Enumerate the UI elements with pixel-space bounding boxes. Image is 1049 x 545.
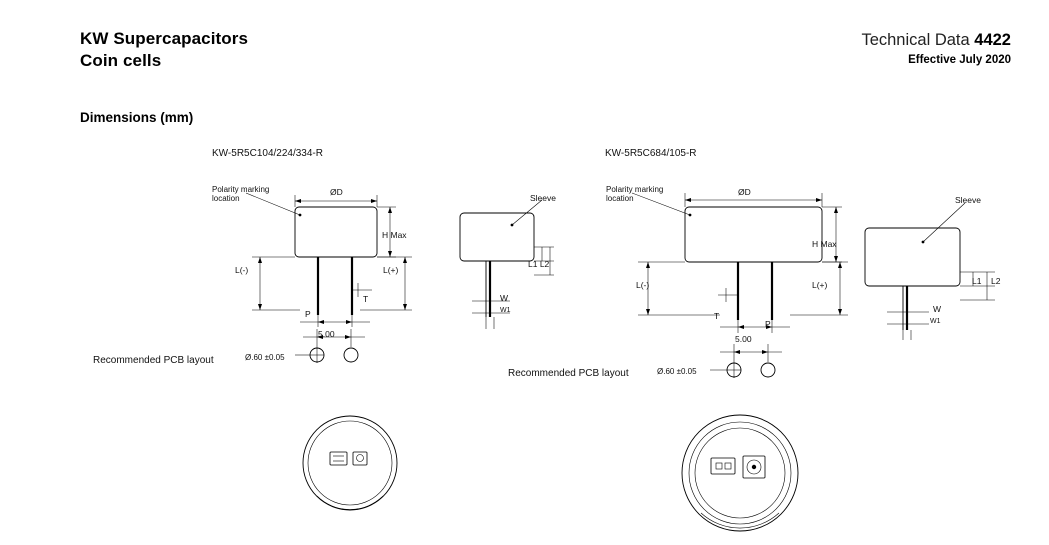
- right-height-label: H Max: [812, 239, 837, 249]
- left-l1l2-label: L1 L2: [528, 259, 550, 269]
- technical-data-label: Technical Data: [861, 31, 970, 49]
- right-lead-minus-label: L(-): [636, 280, 650, 290]
- left-lead-plus-label: L(+): [383, 265, 399, 275]
- left-pcb-pitch-label: 5.00: [318, 329, 335, 339]
- technical-data-number: 4422: [974, 31, 1011, 49]
- left-lead-minus-label: L(-): [235, 265, 249, 275]
- left-part-number: KW-5R5C104/224/334-R: [212, 148, 323, 159]
- left-diameter-label: ØD: [330, 187, 343, 197]
- right-l2-label: L2: [991, 276, 1001, 286]
- left-pcb-layout-label: Recommended PCB layout: [93, 355, 214, 366]
- left-top-view-drawing: [295, 408, 405, 518]
- technical-data: [861, 30, 1011, 50]
- left-w-label: W: [500, 293, 509, 303]
- page-title-line1: KW Supercapacitors: [80, 29, 249, 48]
- right-top-view-drawing: [675, 408, 805, 538]
- right-lead-plus-label: L(+): [812, 280, 828, 290]
- left-pitch-label: P: [305, 309, 311, 319]
- right-sleeve-label: Sleeve: [955, 195, 981, 205]
- left-pcb-layout-drawing: [295, 325, 405, 370]
- right-polarity-label-line2: location: [606, 194, 634, 203]
- left-side-view-drawing: [450, 195, 580, 335]
- effective-date: Effective July 2020: [908, 54, 1011, 66]
- left-w1-label: W1: [500, 307, 511, 314]
- right-pcb-pitch-label: 5.00: [735, 334, 752, 344]
- left-height-label: H Max: [382, 230, 407, 240]
- right-polarity-label-line1: Polarity marking: [606, 185, 664, 194]
- left-sleeve-label: Sleeve: [530, 193, 556, 203]
- section-title-dimensions: Dimensions (mm): [80, 110, 194, 125]
- right-diameter-label: ØD: [738, 187, 751, 197]
- page-title: [80, 28, 248, 72]
- right-w-label: W: [933, 304, 942, 314]
- left-pcb-hole-label: Ø.60 ±0.05: [245, 353, 285, 362]
- left-polarity-label-line1: Polarity marking: [212, 185, 270, 194]
- header-right: [861, 30, 1011, 66]
- page-title-line2: Coin cells: [80, 51, 162, 70]
- right-pcb-layout-drawing: [710, 340, 825, 385]
- right-part-number: KW-5R5C684/105-R: [605, 148, 697, 159]
- right-l1-label: L1: [972, 276, 982, 286]
- right-pcb-hole-label: Ø.60 ±0.05: [657, 367, 697, 376]
- right-pitch-label: P: [765, 319, 771, 329]
- right-pcb-layout-label: Recommended PCB layout: [508, 368, 629, 379]
- right-w1-label: W1: [930, 318, 941, 325]
- left-thickness-label: T: [363, 294, 369, 304]
- right-thickness-label: T: [714, 311, 720, 321]
- left-polarity-label-line2: location: [212, 194, 240, 203]
